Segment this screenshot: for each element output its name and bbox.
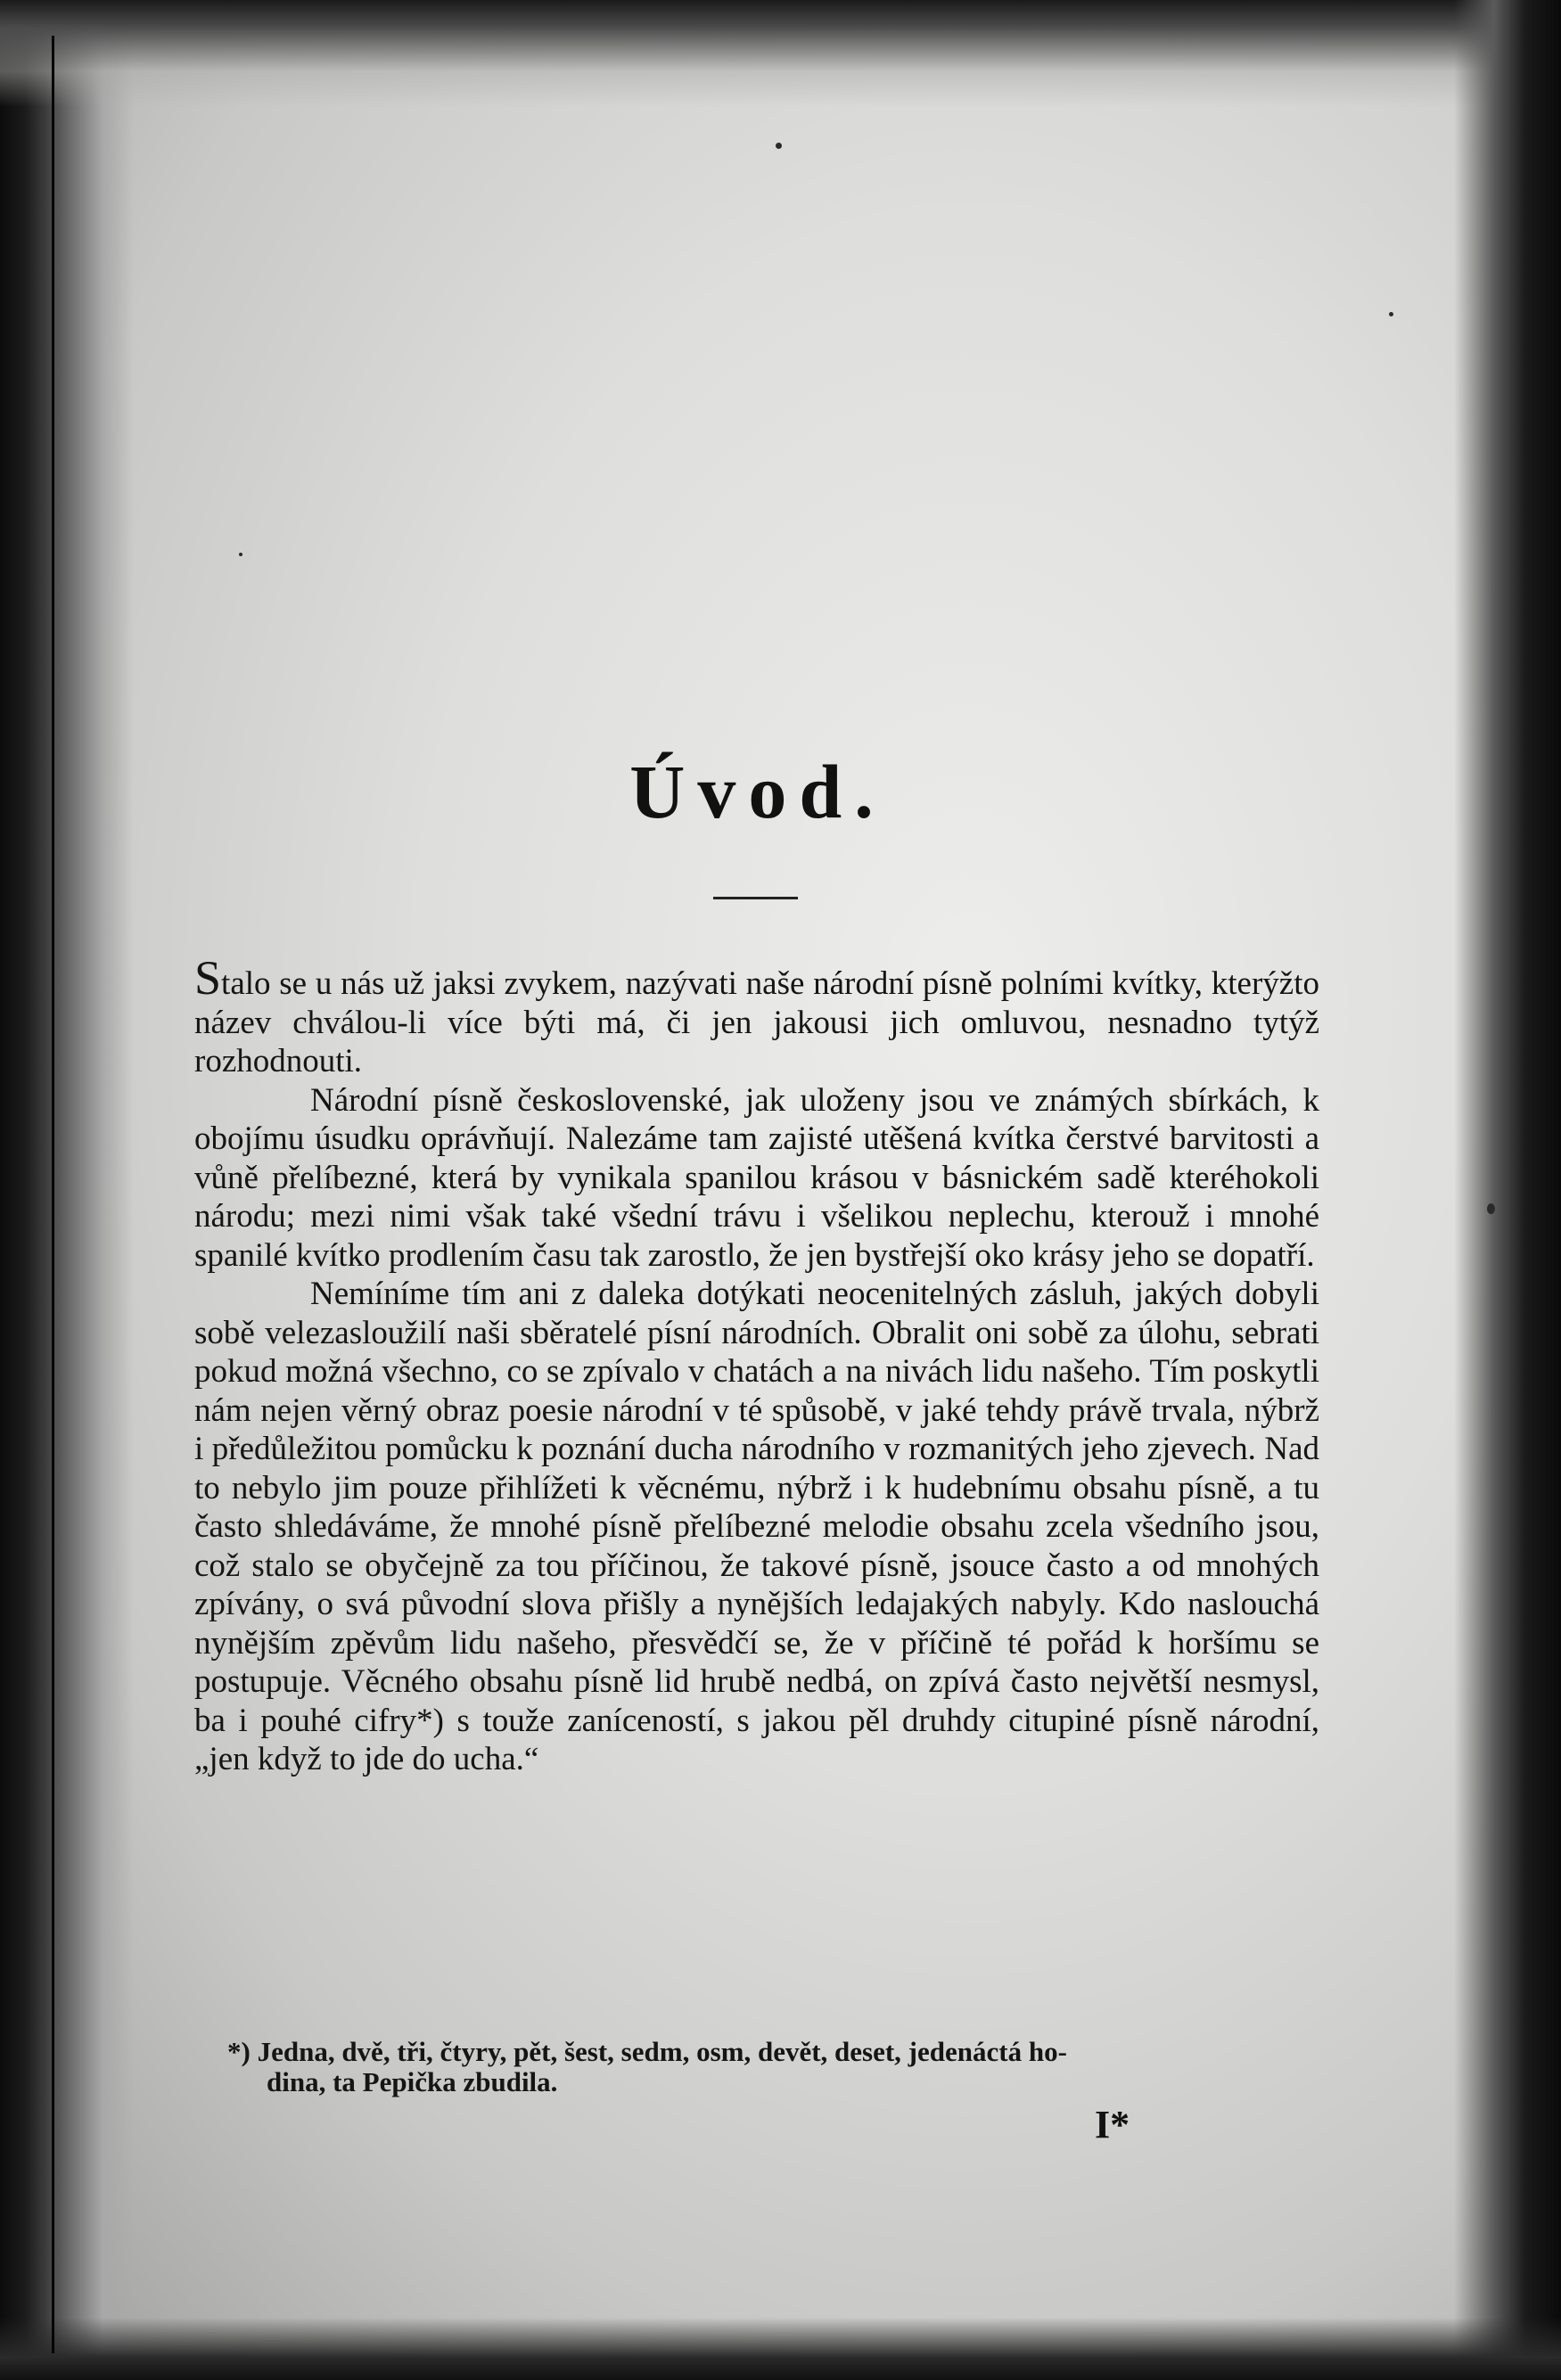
paragraph-1-text: talo se u nás už jaksi zvykem, nazývati naše národní písně polními kvítky, kterýžto název chválou-li více býti má, či jen jakousi jich omluvou, nesnadno tytýž rozhodnouti. [194,965,1319,1079]
dust-speck [239,553,242,556]
body-text [194,951,1319,1779]
signature-mark: I* [1095,2103,1130,2146]
footnote-text-1: Jedna, dvě, tři, čtyry, pět, šest, sedm, osm, devět, deset, jedenáctá ho- [257,2036,1067,2067]
page-title: Úvod. [629,749,886,834]
dust-speck [1389,312,1393,316]
dust-speck [776,143,782,149]
bottom-edge-shadow [0,2318,1561,2380]
dropcap: S [194,951,222,1005]
paragraph-1 [194,951,1319,1081]
footnote [227,2037,1324,2097]
footnote-line-1 [227,2037,1324,2067]
title-rule [713,897,798,899]
footnote-line-2: dina, ta Pepička zbudila. [267,2066,558,2097]
paragraph-2: Národní písně československé, jak uloženy jsou ve známých sbírkách, k obojímu úsudku oprávňují. Nalezáme tam zajisté utěšená kvítka čerstvé barvitosti a vůně přelíbezné, která by vynikala spanilou krásou v básnickém sadě kteréhokoli národu; mezi nimi však také všední trávu i všelikou neplechu, kterouž i mnohé spanilé kvítko prodlením času tak zarostlo, že jen bystřejší oko krásy jeho se dopatří. [194,1081,1319,1274]
footnote-marker: *) [227,2036,251,2067]
top-edge-shadow [0,0,1561,107]
binding-shadow [0,0,134,2380]
dust-speck [1487,1203,1495,1214]
spine-line [52,36,54,2353]
right-edge-shadow [1454,0,1561,2380]
paragraph-3: Nemíníme tím ani z daleka dotýkati neocenitelných zásluh, jakých dobyli sobě velezasloužilí naši sběratelé písní národních. Obralit oni sobě za úlohu, sebrati pokud možná všechno, co se zpívalo v chatách a na nivách lidu našeho. Tím poskytli nám nejen věrný obraz poesie národní v té spůsobě, v jaké tehdy právě trvala, nýbrž i předůležitou pomůcku k poznání ducha národního v rozmanitých jeho zjevech. Nad to nebylo jim pouze přihlížeti k věcnému, nýbrž i k hudebnímu obsahu písně, a tu často shledáváme, že mnohé písně přelíbezné melodie obsahu zcela všedního jsou, což stalo se obyčejně za tou příčinou, že takové písně, jsouce často a od mnohých zpívány, o svá původní slova přišly a nynějších ledajakých nabyly. Kdo naslouchá nynějším zpěvům lidu našeho, přesvědčí se, že v příčině té pořád k horšímu se postupuje. Věcného obsahu písně lid hrubě nedbá, on zpívá často největší nesmysl, ba i pouhé cifry*) s touže zaníceností, s jakou pěl druhdy citupiné písně národní, „jen když to jde do ucha.“ [194,1276,1319,1777]
